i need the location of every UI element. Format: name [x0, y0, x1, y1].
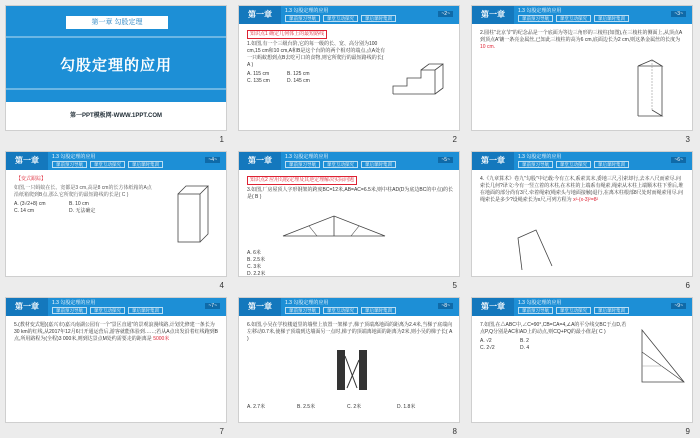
- question-text: 1.如图,有一个三级台阶,它的每一级的长、宽、高分别为100 cm,15 cm和10 cm,A和B是这个台阶的两个相对的端点,点A处有一只蚂蚁想到点B去吃可口的食物,则它所爬行的最短路线的长( A ): [247, 41, 386, 68]
- slide-number: 5: [452, 281, 457, 290]
- slide-header: [6, 152, 226, 170]
- options: [247, 71, 327, 85]
- header-tabs: [518, 15, 629, 22]
- slide-content[interactable]: [238, 297, 460, 423]
- option: B. 125 cm: [287, 71, 310, 77]
- slide-header: [239, 298, 459, 316]
- tab-interactive: 课堂互动探究: [323, 161, 358, 168]
- tab-training: 课后课时集训: [128, 161, 163, 168]
- header-tabs: [518, 161, 629, 168]
- slide-header: [239, 152, 459, 170]
- slide-body: [480, 176, 686, 204]
- option: B. 2.5米: [297, 404, 316, 410]
- option: C. 2√2: [480, 345, 495, 351]
- rope-figure: [512, 226, 562, 274]
- page-indicator: ~9~: [671, 303, 686, 309]
- section-label: 1.3 勾股定理的应用: [52, 300, 96, 306]
- tab-training: 课后课时集训: [594, 161, 629, 168]
- slide-thumbnail-1[interactable]: [0, 0, 232, 146]
- knowledge-tag: 知识点2 应用勾股定理及其逆定理解决实际问题: [247, 176, 357, 185]
- slide-content[interactable]: [238, 151, 460, 277]
- slide-title[interactable]: [5, 5, 227, 131]
- chapter-label: 第一章: [239, 6, 281, 24]
- tab-preview: 课前预习导航: [285, 15, 320, 22]
- header-tabs: [52, 307, 163, 314]
- page-indicator: ~2~: [438, 11, 453, 17]
- tab-preview: 课前预习导航: [52, 161, 87, 168]
- tab-interactive: 课堂互动探究: [556, 15, 591, 22]
- question-text: 5.(教材变式题)(嘉兴市)嘉兴南湖公园有一个"景区直通"的景观浪漫线路,计划先修建一条长为30 km的红线,从2017年12月6日开通运营后,游客就能体验到……;若从A点出发沿着红线跑到B点,所用路程为(全程)3 000米,则到达景点M处约需要走的距离是: [14, 322, 218, 342]
- knowledge-tag: 知识点1 确定几何体上的最短路线: [247, 30, 327, 39]
- slide-thumbnail-3[interactable]: [466, 0, 698, 146]
- tab-preview: 课前预习导航: [285, 161, 320, 168]
- tab-training: 课后课时集训: [594, 307, 629, 314]
- tab-training: 课后课时集训: [594, 15, 629, 22]
- option: D. 4: [520, 345, 530, 351]
- slide-header: [6, 298, 226, 316]
- question-text: 如图,一只蚂蚁在长、宽都是3 cm,高是8 cm的长方体纸箱的A点沿纸箱爬到B点,那么它所爬行的最短路线的长是( C ): [14, 185, 152, 198]
- slide-thumbnail-9[interactable]: [466, 292, 698, 438]
- question-text: 4.《九章算术》卷九"勾股"中记载:今有立木,系索其末,委地三尺,引索却行,去本八尺而索尽.问索长几何?译文:今有一竖立着的木柱,在木柱的上端系有绳索,绳索从木柱上端顺木柱下垂后,堆在地面的部分尚有3尺.牵着绳索(绳索头与地面接触)退行,在离木柱根部8尺处时而绳索用尽.问绳索长是多少?设绳索长为x尺,可列方程为: [480, 176, 684, 203]
- section-label: 1.3 勾股定理的应用: [518, 154, 562, 160]
- answer-text: 10 cm.: [480, 44, 496, 50]
- option: A. 115 cm: [247, 71, 270, 77]
- question-text: 2.圆柱"北京节"的纪念品是一个底面为等边三角形的三棱柱(如图),在三棱柱的侧面上,从顶点A到顶点A'镶一条亮金属丝,已知此三棱柱的高为6 cm,底面边长为2 cm,则这条金属丝的长度为: [480, 30, 683, 43]
- decor-stripe: [6, 88, 226, 90]
- option: A. √2: [480, 338, 492, 344]
- tab-interactive: 课堂互动探究: [90, 161, 125, 168]
- slide-number: 8: [452, 427, 457, 436]
- option: A. (3√2+8) cm: [14, 201, 46, 207]
- option: C. 3米: [247, 264, 262, 270]
- slide-number: 4: [219, 281, 224, 290]
- tab-preview: 课前预习导航: [285, 307, 320, 314]
- option: C. 135 cm: [247, 78, 270, 84]
- slide-thumbnail-4[interactable]: [0, 146, 232, 292]
- section-label: 1.3 勾股定理的应用: [285, 154, 329, 160]
- slide-thumbnail-6[interactable]: [466, 146, 698, 292]
- tab-interactive: 课堂互动探究: [323, 307, 358, 314]
- roof-truss-figure: [279, 212, 389, 242]
- chapter-label: 第一章: [239, 152, 281, 170]
- answer-text: x²-(x-3)²=8²: [573, 197, 599, 203]
- option: A. 2.7米: [247, 404, 266, 410]
- page-indicator: ~3~: [671, 11, 686, 17]
- slide-number: 9: [685, 427, 690, 436]
- footer-site: 第一PPT模板网-WWW.1PPT.COM: [70, 113, 162, 119]
- page-indicator: ~5~: [438, 157, 453, 163]
- options: [247, 404, 447, 411]
- slide-content[interactable]: [471, 5, 693, 131]
- question-text: 3.如图,厂房屋顶人字形钢架的跨度BC=12米,AB=AC=6.5米,则中柱AD(D为底边BC的中点)的长是( B ): [247, 187, 454, 200]
- chapter-label: 第一章: [472, 298, 514, 316]
- tab-interactive: 课堂互动探究: [323, 15, 358, 22]
- slide-number: 7: [219, 427, 224, 436]
- decor-stripe: [6, 36, 226, 38]
- tab-preview: 课前预习导航: [52, 307, 87, 314]
- option: D. 1.8米: [397, 404, 416, 410]
- slide-content[interactable]: [238, 5, 460, 131]
- tab-training: 课后课时集训: [361, 307, 396, 314]
- page-indicator: ~8~: [438, 303, 453, 309]
- page-indicator: ~4~: [205, 157, 220, 163]
- option: D. 2.2米: [247, 271, 266, 277]
- slide-number: 6: [685, 281, 690, 290]
- slide-thumbnail-5[interactable]: [233, 146, 465, 292]
- slide-content[interactable]: [5, 297, 227, 423]
- chapter-label: 第一章: [6, 152, 48, 170]
- ladder-figure: [335, 348, 369, 392]
- option: B. 2.5米: [247, 257, 266, 263]
- staircase-figure: [389, 58, 447, 98]
- header-tabs: [285, 15, 396, 22]
- header-tabs: [285, 307, 396, 314]
- chapter-label: 第一章: [472, 6, 514, 24]
- question-text: 7.如图,在△ABC中,∠C=90°,CB=CA=4,∠A的平分线交BC于点D,若点P,Q分别是AC和AD上的动点,则CQ+PQ的最小值是( C ): [480, 322, 627, 335]
- box-figure: [174, 182, 214, 246]
- chapter-label: 第一章: [6, 298, 48, 316]
- triangle-figure: [636, 326, 688, 386]
- slide-body: [247, 322, 453, 343]
- slide-header: [472, 152, 692, 170]
- chapter-band: 第一章 勾股定理: [66, 16, 168, 29]
- chapter-label: 第一章: [239, 298, 281, 316]
- slide-number: 1: [219, 135, 224, 144]
- slide-content[interactable]: [471, 297, 693, 423]
- slide-content[interactable]: [471, 151, 693, 277]
- slide-header: [472, 298, 692, 316]
- answer-text: 5000米: [153, 336, 170, 342]
- option: C. 2米: [347, 404, 362, 410]
- tab-preview: 课前预习导航: [518, 161, 553, 168]
- slide-body: [14, 322, 220, 343]
- prism-figure: [632, 58, 672, 122]
- slide-thumbnail-8[interactable]: [233, 292, 465, 438]
- slide-header: [239, 6, 459, 24]
- tab-training: 课后课时集训: [128, 307, 163, 314]
- slide-number: 2: [452, 135, 457, 144]
- tab-training: 课后课时集训: [361, 161, 396, 168]
- section-label: 1.3 勾股定理的应用: [518, 8, 562, 14]
- option: A. 6米: [247, 250, 261, 256]
- tab-training: 课后课时集训: [361, 15, 396, 22]
- options: [247, 250, 297, 277]
- tab-preview: 课前预习导航: [518, 307, 553, 314]
- slide-thumbnail-7[interactable]: [0, 292, 232, 438]
- header-tabs: [52, 161, 163, 168]
- slide-body: [480, 30, 686, 51]
- tab-interactive: 课堂互动探究: [90, 307, 125, 314]
- section-label: 1.3 勾股定理的应用: [518, 300, 562, 306]
- page-indicator: ~7~: [205, 303, 220, 309]
- option: D. 145 cm: [287, 78, 310, 84]
- slide-thumbnail-2[interactable]: [233, 0, 465, 146]
- options: [14, 201, 124, 215]
- variant-tag: 【变式跟踪】: [16, 176, 47, 182]
- slide-number: 3: [685, 135, 690, 144]
- chapter-label: 第一章: [472, 152, 514, 170]
- option: B. 10 cm: [69, 201, 89, 207]
- slide-content[interactable]: [5, 151, 227, 277]
- option: D. 无法确定: [69, 208, 96, 214]
- section-label: 1.3 勾股定理的应用: [285, 300, 329, 306]
- slide-header: [472, 6, 692, 24]
- section-label: 1.3 勾股定理的应用: [52, 154, 96, 160]
- tab-interactive: 课堂互动探究: [556, 161, 591, 168]
- option: C. 14 cm: [14, 208, 35, 214]
- header-tabs: [518, 307, 629, 314]
- option: B. 2: [520, 338, 529, 344]
- tab-interactive: 课堂互动探究: [556, 307, 591, 314]
- header-tabs: [285, 161, 396, 168]
- slide-body: [247, 176, 453, 201]
- question-text: 6.如图,小吴在学校楼道里的墙壁上放置一架梯子,梯子顶端离地面的距离为2.4米,当梯子底端向左移动0.7米,使梯子顶端到达墙面另一点时,梯子的顶端离地面的距离为2米,则小吴的梯子长( A ): [247, 322, 453, 342]
- section-label: 1.3 勾股定理的应用: [285, 8, 329, 14]
- presentation-title: 勾股定理的应用: [59, 57, 172, 74]
- options: [480, 338, 560, 352]
- page-indicator: ~6~: [671, 157, 686, 163]
- tab-preview: 课前预习导航: [518, 15, 553, 22]
